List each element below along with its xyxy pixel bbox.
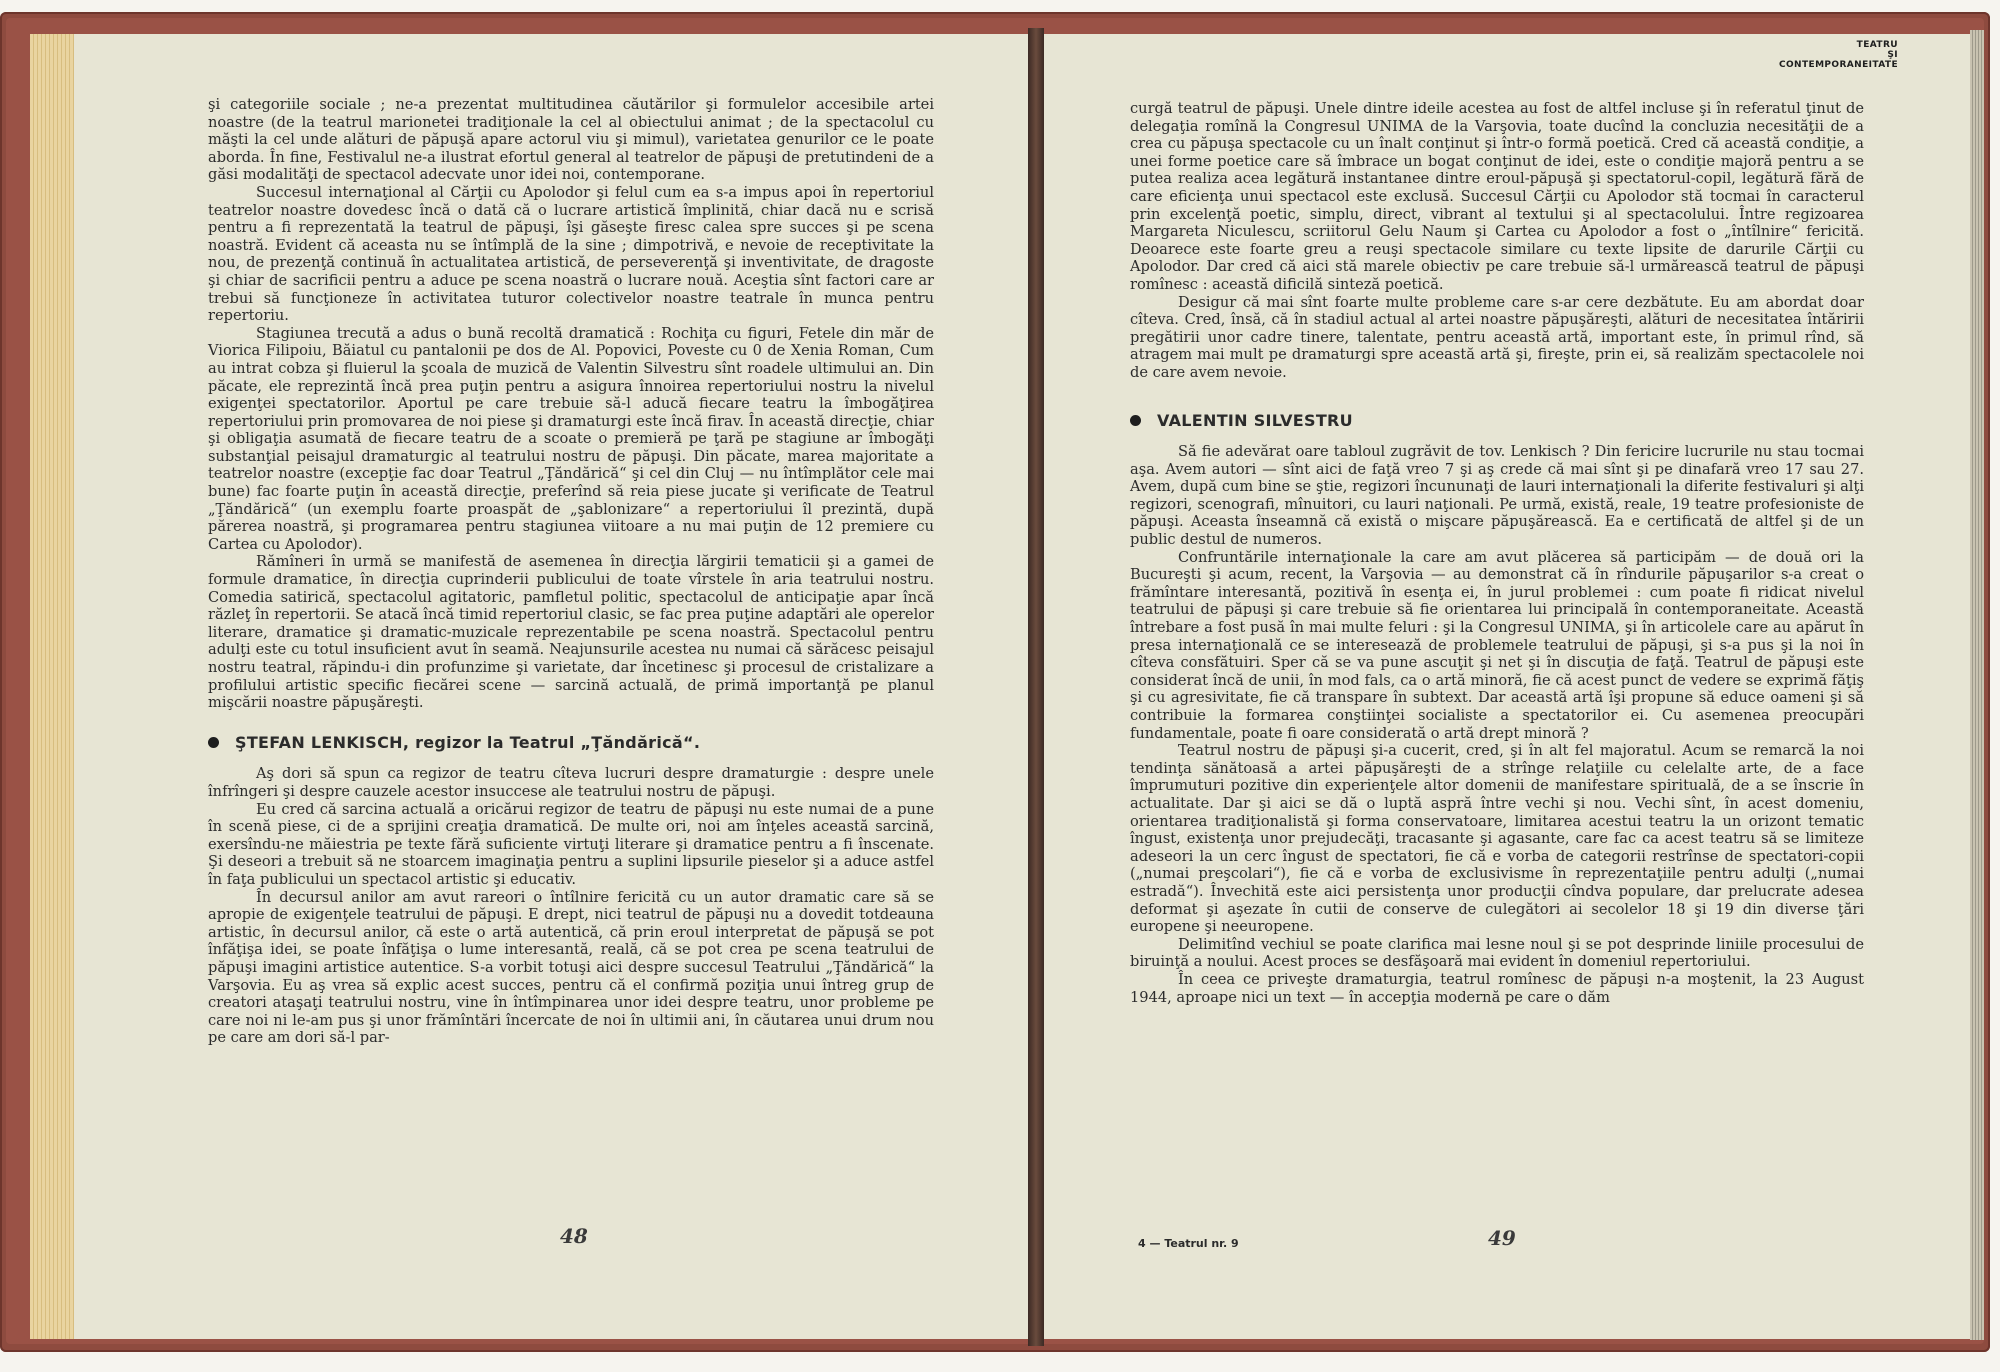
running-header-line: ŞI bbox=[1887, 50, 1898, 60]
paragraph: şi categoriile sociale ; ne-a prezentat multitudinea căutărilor şi formulelor accesibile artei noastre (de la teatrul marionetei tradiţionale la cel al obiectului animat ; de la spectacolul cu măşti la cel unde alături de păpuşă apare actorul viu şi mimul), varietatea genurilor ce le poate aborda. În fine, Festivalul ne-a ilustrat efortul general al teatrelor de păpuşi de pretutindeni de a găsi modalităţi de spectacol adecvate unor idei noi, contemporane. bbox=[208, 96, 934, 184]
paragraph: Teatrul nostru de păpuşi şi-a cucerit, cred, şi în alt fel majoratul. Acum se remarcă la noi tendinţa sănătoasă a artei păpuşăreşti de a strînge relaţiile cu celelalte arte, de a face împrumuturi pozitive din experienţele altor domenii de manifestare spirituală, de a se înscrie în actualitate. Dar şi aici se dă o luptă aspră între vechi şi nou. Vechi sînt, în acest domeniu, orientarea tradiţionalistă şi forma conservatoare, limitarea acestui teatru la un orizont tematic îngust, existenţa unor prejudecăţi, tracasante şi agasante, care fac ca acest teatru să se limiteze adeseori la un cerc îngust de spectatori, fie că e vorba de categorii restrînse de spectatori-copii („numai preşcolari“), fie că e vorba de exclusivisme în reprezentaţiile pentru adulţi („numai estradă“). Învechită este aici persistenţa unor producţii cîndva populare, dar prelucrate adesea deformat şi aşezate în cutii de conserve de culegători ai secolelor 18 şi 19 din diverse ţări europene şi neeuropene. bbox=[1130, 742, 1864, 936]
running-header-line: CONTEMPORANEITATE bbox=[1779, 60, 1898, 70]
paragraph: Rămîneri în urmă se manifestă de asemenea în direcţia lărgirii tematicii şi a gamei de formule dramatice, în direcţia cuprinderii publicului de toate vîrstele în aria teatrului nostru. Comedia satirică, spectacolul agitatoric, pamfletul politic, spectacolul de anticipaţie apar încă răzleţ în repertorii. Se atacă încă timid repertoriul clasic, se fac prea puţine adaptări ale operelor literare, dramatice şi dramatic-muzicale reprezentabile pe scena noastră. Spectacolul pentru adulţi este cu totul insuficient avut în seamă. Neajunsurile acestea nu numai că sărăcesc peisajul nostru teatral, răpindu-i din profunzime şi varietate, dar încetinesc şi procesul de cristalizare a profilului artistic specific fiecărei scene — sarcină actuală, de primă importanţă pe planul mişcării noastre păpuşăreşti. bbox=[208, 553, 934, 712]
footer-note: 4 — Teatrul nr. 9 bbox=[1138, 1237, 1239, 1250]
paragraph: Delimitînd vechiul se poate clarifica mai lesne noul şi se pot desprinde liniile procesului de biruinţă a noului. Acest proces se desfăşoară mai evident în domeniul repertoriului. bbox=[1130, 935, 1864, 971]
paragraph: Aş dori să spun ca regizor de teatru cîteva lucruri despre dramaturgie : despre unele înfrîngeri şi despre cauzele acestor insuccese ale teatrului nostru de păpuşi. bbox=[208, 765, 934, 800]
running-header-line: TEATRU bbox=[1856, 40, 1898, 50]
left-page-number: 48 bbox=[560, 1224, 588, 1248]
section-heading-text: ŞTEFAN LENKISCH, regizor la Teatrul „Ţăndărică“. bbox=[235, 732, 701, 752]
section-heading-text: VALENTIN SILVESTRU bbox=[1157, 410, 1353, 430]
paragraph: Stagiunea trecută a adus o bună recoltă dramatică : Rochiţa cu figuri, Fetele din măr de Viorica Filipoiu, Băiatul cu pantalonii pe dos de Al. Popovici, Poveste cu 0 de Xenia Roman, Cum au intrat cobza şi fluierul la şcoala de muzică de Valentin Silvestru sînt roadele ultimului an. Din păcate, ele reprezintă încă prea puţin pentru a asigura înnoirea repertoriului nostru la nivelul exigenţei spectatorilor. Aportul pe care trebuie să-l aducă fiecare teatru la îmbogăţirea repertoriului prin promovarea de noi piese şi dramaturgi este încă firav. În această direcţie, chiar şi obligaţia asumată de fiecare teatru de a scoate o premieră pe ţară pe stagiune ar îmbogăţi substanţial peisajul dramaturgic al teatrului nostru de păpuşi. Din păcate, marea majoritate a teatrelor noastre (excepţie fac doar Teatrul „Ţăndărică“ şi cel din Cluj — nu întîmplător cele mai bune) fac foarte puţin în această direcţie, preferînd să reia piese jucate şi verificate de Teatrul „Ţăndărică“ (un exemplu foarte proaspăt de „şablonizare“ a repertoriului îl prezintă, după părerea noastră, şi programarea pentru stagiunea viitoare a nu mai puţin de 12 premiere cu Cartea cu Apolodor). bbox=[208, 324, 934, 553]
paragraph: În ceea ce priveşte dramaturgia, teatrul romînesc de păpuşi n-a moştenit, la 23 August 1944, aproape nici un text — în accepţia modernă pe care o dăm bbox=[1130, 970, 1864, 1006]
section-heading-silvestru bbox=[1130, 412, 1864, 430]
left-page-text bbox=[208, 96, 934, 1047]
book-spine bbox=[1028, 28, 1044, 1346]
right-page-edges bbox=[1970, 30, 1984, 1340]
bullet-icon bbox=[208, 737, 219, 748]
left-page-edges bbox=[30, 34, 74, 1339]
paragraph: Succesul internaţional al Cărţii cu Apolodor şi felul cum ea s-a impus apoi în repertoriul teatrelor noastre dovedesc încă o dată că o lucrare artistică împlinită, chiar dacă nu e scrisă pentru a fi reprezentată la teatrul de păpuşi, îşi găseşte firesc calea spre succes şi pe scena noastră. Evident că aceasta nu se întîmplă de la sine ; dimpotrivă, e nevoie de receptivitate la nou, de prezenţă continuă în actualitatea artistică, de perseverenţă şi inventivitate, de dragoste şi chiar de sacrificii pentru a aduce pe scena noastră o lucrare nouă. Aceştia sînt factori care ar trebui să funcţioneze în activitatea tuturor colectivelor noastre teatrale în munca pentru repertoriu. bbox=[208, 183, 934, 325]
running-header bbox=[1778, 40, 1898, 70]
right-page-number: 49 bbox=[1488, 1226, 1516, 1250]
bullet-icon bbox=[1130, 415, 1141, 426]
paragraph: Să fie adevărat oare tabloul zugrăvit de tov. Lenkisch ? Din fericire lucrurile nu stau tocmai aşa. Avem autori — sînt aici de faţă vreo 7 şi aş crede că mai sînt şi pe dinafară vreo 17 sau 27. Avem, după cum bine se ştie, regizori încununaţi de lauri internaţionali la diferite festivaluri şi alţi regizori, scenografi, mînuitori, cu lauri naţionali. Pe urmă, există, reale, 19 teatre profesioniste de păpuşi. Aceasta înseamnă că există o mişcare păpuşărească. Ea e certificată de altfel şi de un public destul de numeros. bbox=[1130, 443, 1864, 549]
paragraph: curgă teatrul de păpuşi. Unele dintre ideile acestea au fost de altfel incluse şi în referatul ţinut de delegaţia romînă la Congresul UNIMA de la Varşovia, toate ducînd la concluzia necesităţii de a crea cu păpuşa spectacole cu un înalt conţinut şi într-o formă poetică. Cred că această condiţie, a unei forme poetice care să îmbrace un bogat conţinut de idei, este o condiţie majoră pentru a se putea realiza acea legătură instantanee dintre eroul-păpuşă şi spectatorul-copil, legătură fără de care eficienţa unui spectacol este exclusă. Succesul Cărţii cu Apolodor stă tocmai în caracterul prin excelenţă poetic, simplu, direct, vibrant al textului şi al spectacolului. Între regizoarea Margareta Niculescu, scriitorul Gelu Naum şi Cartea cu Apolodor a fost o „întîlnire“ fericită. Deoarece este foarte greu a reuşi spectacole similare cu texte lipsite de darurile Cărţii cu Apolodor. Dar cred că aici stă marele obiectiv pe care trebuie să-l urmărească teatrul de păpuşi romînesc : această dificilă sinteză poetică. bbox=[1130, 100, 1864, 293]
paragraph: Confruntările internaţionale la care am avut plăcerea să participăm — de două ori la Bucureşti şi acum, recent, la Varşovia — au demonstrat că în rîndurile păpuşarilor s-a creat o frămîntare interesantă, pozitivă în esenţa ei, în jurul problemei : cum poate fi ridicat nivelul teatrului de păpuşi şi care trebuie să fie orientarea lui principală în contemporaneitate. Această întrebare a fost pusă în mai multe feluri : şi la Congresul UNIMA, şi în articolele care au apărut în presa internaţională ce se interesează de problemele teatrului de păpuşi, şi s-a pus şi la noi în cîteva consfătuiri. Sper că se va pune ascuţit şi net şi în discuţia de faţă. Teatrul de păpuşi este considerat încă de unii, în mod fals, ca o artă minoră, fie că acest punct de vedere se exprimă făţiş şi cu agresivitate, fie că transpare în subtext. Dar această artă îşi propune să educe oameni şi să contribuie la formarea conştiinţei socialiste a spectatorilor ei. Cu asemenea preocupări fundamentale, poate fi oare considerată o artă drept minoră ? bbox=[1130, 548, 1864, 742]
paragraph: Desigur că mai sînt foarte multe probleme care s-ar cere dezbătute. Eu am abordat doar cîteva. Cred, însă, că în stadiul actual al artei noastre păpuşăreşti, alături de necesitatea întăririi pregătirii unor cadre tinere, talentate, pentru această artă, important este, în primul rînd, să atragem mai mult pe dramaturgi spre această artă şi, fireşte, prin ei, să realizăm spectacolele noi de care avem nevoie. bbox=[1130, 293, 1864, 381]
paragraph: Eu cred că sarcina actuală a oricărui regizor de teatru de păpuşi nu este numai de a pune în scenă piese, ci de a sprijini creaţia dramatică. De multe ori, noi am înţeles această sarcină, exersîndu-ne măiestria pe texte fără suficiente virtuţi literare şi dramatice pentru a fi înscenate. Şi deseori a trebuit să ne stoarcem imaginaţia pentru a suplini lipsurile pieselor şi a aduce astfel în faţa publicului un spectacol artistic şi educativ. bbox=[208, 800, 934, 888]
section-heading-lenkisch bbox=[208, 734, 934, 752]
paragraph: În decursul anilor am avut rareori o întîlnire fericită cu un autor dramatic care să se apropie de exigenţele teatrului de păpuşi. E drept, nici teatrul de păpuşi nu a dovedit totdeauna artistic, în decursul anilor, că este o artă autentică, că prin eroul interpretat de păpuşă se pot înfăţişa idei, se poate înfăţişa o lume interesantă, reală, că se pot crea pe scena teatrului de păpuşi imagini artistice autentice. S-a vorbit totuşi aici despre succesul Teatrului „Ţăndărică“ la Varşovia. Eu aş vrea să explic acest succes, pentru că el confirmă poziţia unui întreg grup de creatori ataşaţi teatrului nostru, vine în întîmpinarea unor idei despre teatru, unor probleme pe care noi ni le-am pus şi unor frămîntări încercate de noi în ultimii ani, în căutarea unui drum nou pe care am dori să-l par- bbox=[208, 888, 934, 1047]
right-page-text bbox=[1130, 100, 1864, 1006]
